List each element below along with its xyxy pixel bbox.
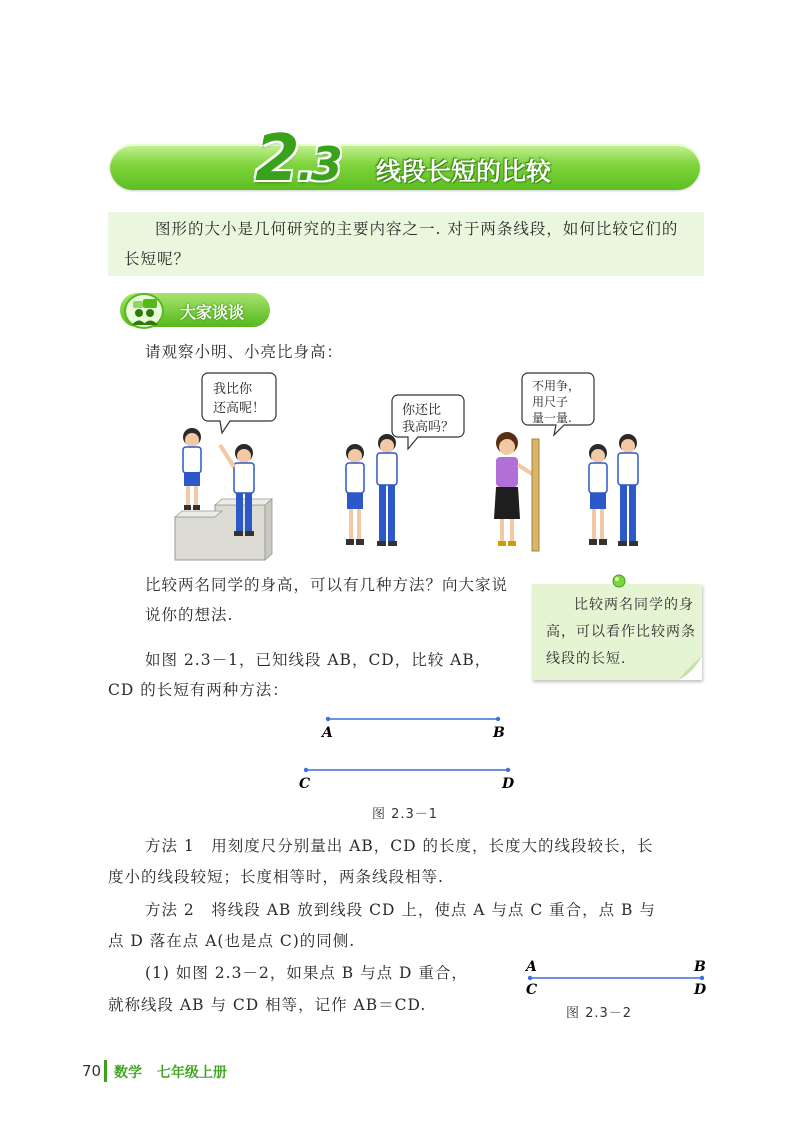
figure-2-3-2 xyxy=(516,956,716,1002)
case1-line: 就称线段 AB 与 CD 相等，记作 AB＝CD. xyxy=(108,996,427,1014)
question-text: 比较两名同学的身高，可以有几种方法？向大家说说你的想法. xyxy=(145,576,509,624)
footer-divider xyxy=(104,1060,107,1082)
label-c: C xyxy=(299,776,311,792)
method1-line: 度小的线段较短；长度相等时，两条线段相等. xyxy=(108,868,444,886)
label-b: B xyxy=(493,725,505,741)
example-line: CD 的长短有两种方法： xyxy=(108,681,289,699)
label-c: C xyxy=(526,982,538,998)
bubble-text: 我比你 xyxy=(213,382,253,397)
method2-line: 方法 2 将线段 AB 放到线段 CD 上，使点 A 与点 C 重合，点 B 与 xyxy=(145,901,656,919)
boy-figure xyxy=(618,434,638,546)
boy-figure xyxy=(346,444,364,545)
case1-line: (1) 如图 2.3－2，如果点 B 与点 D 重合， xyxy=(145,964,468,982)
example-line: 如图 2.3－1，已知线段 AB，CD，比较 AB， xyxy=(145,651,492,669)
intro-text: 图形的大小是几何研究的主要内容之一. 对于两条线段，如何比较它们的长短呢？ xyxy=(124,220,679,268)
label-b: B xyxy=(694,959,706,975)
footer-grade: 七年级上册 xyxy=(156,1065,227,1081)
method2-line: 点 D 落在点 A(也是点 C)的同侧. xyxy=(108,932,356,950)
boy-figure xyxy=(589,444,607,545)
ruler-stick xyxy=(532,439,539,551)
label-a: A xyxy=(322,725,333,741)
bubble-text: 用尺子 xyxy=(532,395,569,409)
boy-figure xyxy=(183,428,201,510)
bubble-text: 还高呢！ xyxy=(213,401,266,416)
point-c xyxy=(304,768,308,772)
label-d: D xyxy=(694,982,707,998)
footer-book xyxy=(114,1062,227,1082)
bubble-text: 你还比 xyxy=(402,403,442,418)
observe-text: 请观察小明、小亮比身高： xyxy=(145,343,344,361)
section-title: 线段长短的比较 xyxy=(376,157,552,186)
section-number: 2.3 xyxy=(255,122,341,196)
method1-line: 方法 1 用刻度尺分别量出 AB，CD 的长度，长度大的线段较长，长 xyxy=(145,837,654,855)
figure-caption: 图 2.3－2 xyxy=(566,1006,633,1021)
bubble-text: 不用争， xyxy=(532,379,581,393)
discuss-label: 大家谈谈 xyxy=(180,303,245,322)
point-d xyxy=(506,768,510,772)
label-a: A xyxy=(526,959,537,975)
pushpin-icon xyxy=(610,573,628,591)
people-talk-icon xyxy=(124,293,164,329)
bubble-text: 量一量. xyxy=(532,411,572,425)
figure-caption: 图 2.3－1 xyxy=(372,807,439,822)
teacher-figure xyxy=(494,432,534,546)
boy-figure xyxy=(377,434,397,546)
height-comparison-illustration xyxy=(170,365,650,565)
point-b-d xyxy=(700,976,704,980)
figure-2-3-1 xyxy=(290,708,530,798)
label-d: D xyxy=(502,776,515,792)
point-a-c xyxy=(528,976,532,980)
point-a xyxy=(326,717,330,721)
bubble-text: 我高吗？ xyxy=(402,420,455,435)
note-text: 比较两名同学的身高，可以看作比较两条线段的长短. xyxy=(546,597,696,667)
page-number: 70 xyxy=(82,1062,102,1080)
footer-subject: 数学 xyxy=(114,1065,142,1081)
point-b xyxy=(496,717,500,721)
